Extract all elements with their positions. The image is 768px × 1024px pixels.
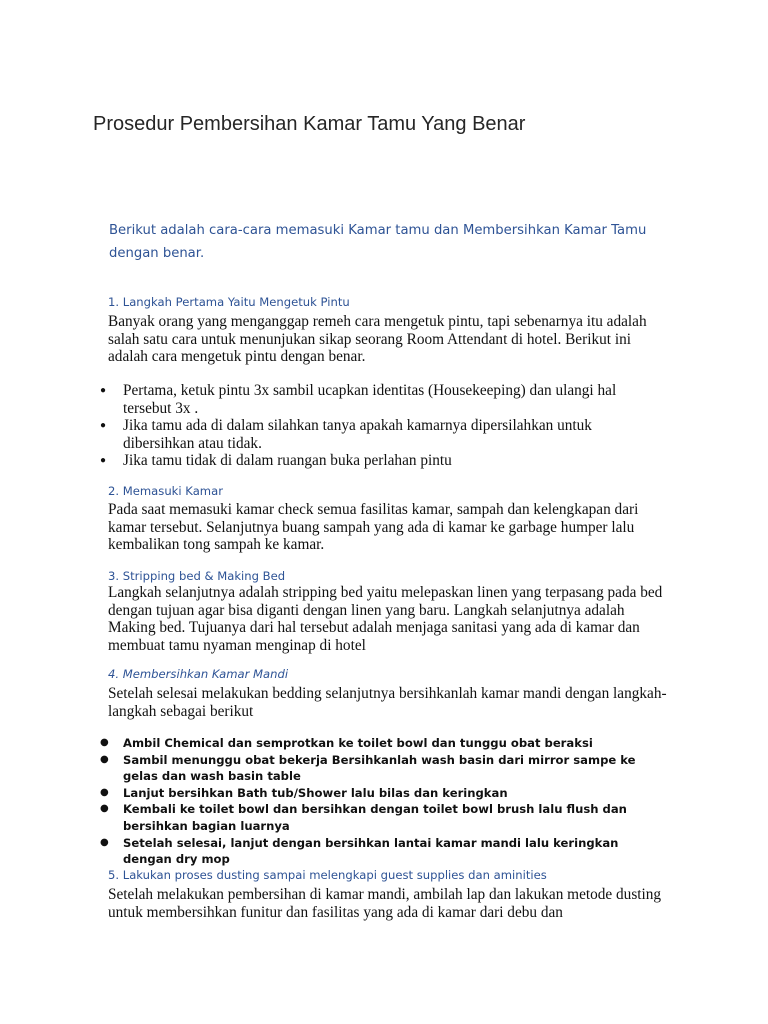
section-5-heading: 5. Lakukan proses dusting sampai melengkapi guest supplies dan aminities	[108, 868, 547, 882]
list-item-text: Setelah selesai, lanjut dengan bersihkan lantai kamar mandi lalu keringkan dengan dry mop	[123, 835, 619, 867]
section-3-body: Langkah selanjutnya adalah stripping bed yaitu melepaskan linen yang terpasang pada bed dengan tujuan agar bisa diganti dengan linen yang baru. Langkah selanjutnya adalah Making bed. Tujuanya dari hal tersebut adalah menjaga sanitasi yang ada di kamar dan membuat tamu nyaman menginap di hotel	[108, 584, 663, 654]
list-item	[0, 735, 663, 752]
list-item	[0, 785, 663, 802]
list-item-text: Lanjut bersihkan Bath tub/Shower lalu bilas dan keringkan	[123, 785, 508, 800]
list-item	[0, 452, 653, 470]
section-3-heading: 3. Stripping bed & Making Bed	[108, 569, 286, 583]
document-title: Prosedur Pembersihan Kamar Tamu Yang Benar	[93, 113, 526, 135]
section-2-heading: 2. Memasuki Kamar	[108, 484, 223, 498]
list-item-text: Sambil menunggu obat bekerja Bersihkanlah wash basin dari mirror sampe ke gelas dan wash basin table	[123, 752, 636, 784]
intro-paragraph: Berikut adalah cara-cara memasuki Kamar tamu dan Membersihkan Kamar Tamu dengan benar.	[109, 223, 647, 261]
section-4-body: Setelah selesai melakukan bedding selanjutnya bersihkanlah kamar mandi dengan langkah- langkah sebagai berikut	[108, 685, 667, 720]
list-item	[0, 801, 663, 834]
section-1-bullet-list	[0, 382, 768, 470]
section-1-body: Banyak orang yang menganggap remeh cara mengetuk pintu, tapi sebenarnya itu adalah salah satu cara untuk menunjukan sikap seorang Room Attendant di hotel. Berikut ini adalah cara mengetuk pintu dengan benar.	[108, 313, 647, 365]
section-4-heading: 4. Membersihkan Kamar Mandi	[108, 667, 289, 681]
bullet-icon: ●	[100, 455, 107, 466]
section-4-bullet-list	[0, 735, 768, 868]
list-item	[0, 382, 653, 417]
list-item-text: Kembali ke toilet bowl dan bersihkan dengan toilet bowl brush lalu flush dan bersihkan bagian luarnya	[123, 802, 627, 833]
section-1-heading: 1. Langkah Pertama Yaitu Mengetuk Pintu	[108, 295, 350, 309]
list-item	[0, 752, 663, 785]
bullet-icon: ●	[100, 803, 109, 815]
bullet-icon: ●	[100, 836, 109, 848]
list-item-text: Jika tamu ada di dalam silahkan tanya apakah kamarnya dipersilahkan untuk dibersihkan atau tidak.	[123, 417, 592, 452]
bullet-icon: ●	[100, 753, 109, 765]
section-5-body: Setelah melakukan pembersihan di kamar mandi, ambilah lap dan lakukan metode dusting untuk membersihkan funitur dan fasilitas yang ada di kamar dari debu dan	[108, 886, 662, 921]
list-item-text: Jika tamu tidak di dalam ruangan buka perlahan pintu	[123, 452, 452, 469]
bullet-icon: ●	[100, 385, 107, 396]
bullet-icon: ●	[100, 786, 109, 798]
bullet-icon: ●	[100, 737, 109, 748]
list-item	[0, 835, 663, 868]
list-item	[0, 417, 653, 452]
list-item-text: Ambil Chemical dan semprotkan ke toilet bowl dan tunggu obat beraksi	[123, 736, 593, 750]
section-2-body: Pada saat memasuki kamar check semua fasilitas kamar, sampah dan kelengkapan dari kamar tersebut. Selanjutnya buang sampah yang ada di kamar ke garbage humper lalu kembalikan tong sampah ke kamar.	[108, 501, 639, 553]
bullet-icon: ●	[100, 420, 107, 431]
list-item-text: Pertama, ketuk pintu 3x sambil ucapkan identitas (Housekeeping) dan ulangi hal tersebut 3x .	[123, 382, 617, 417]
